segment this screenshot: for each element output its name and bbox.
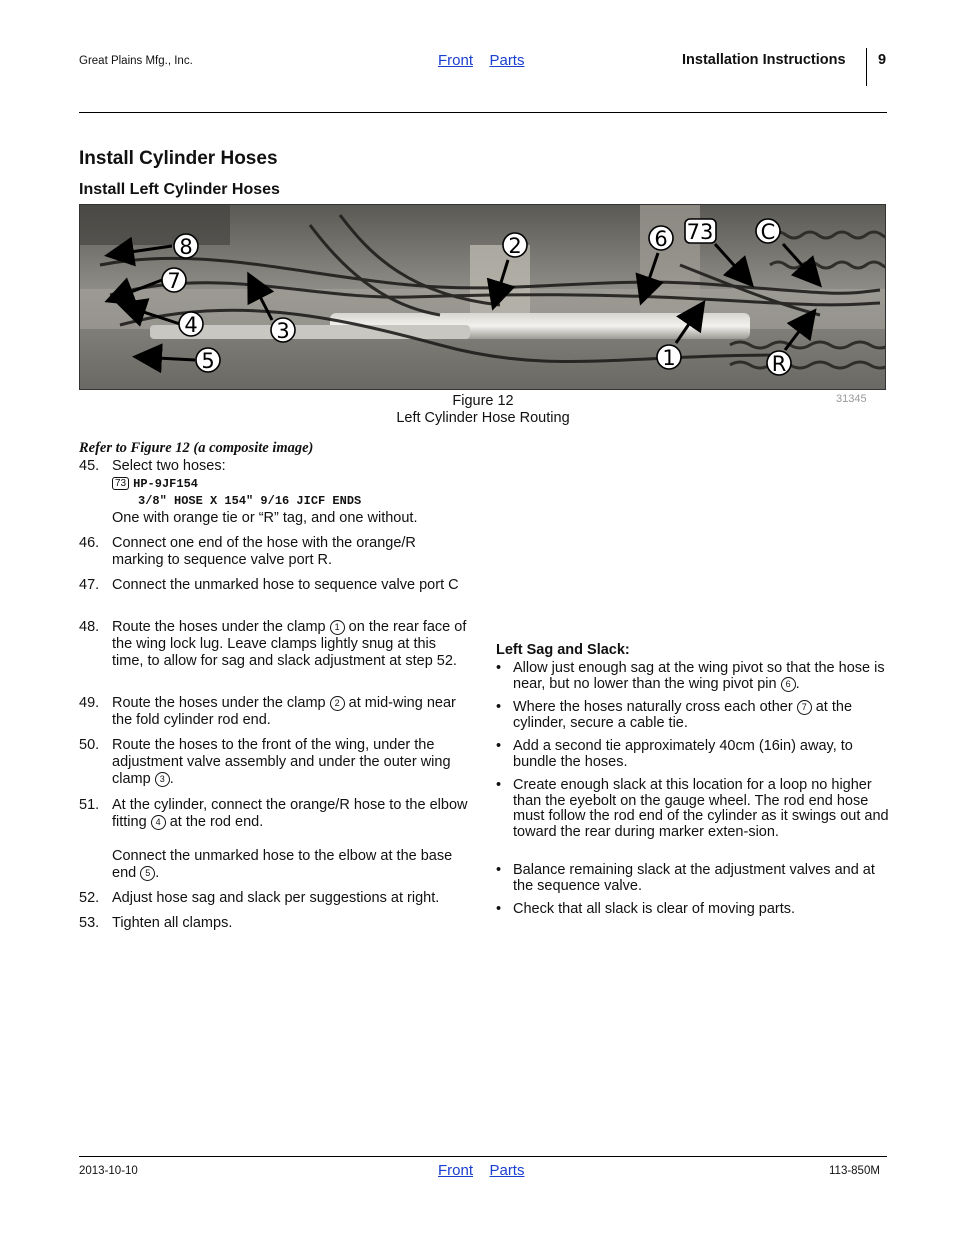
step-number: 52. bbox=[79, 890, 100, 906]
sag-bullet-4: • Create enough slack at this location for a loop no higher than the eyebolt on the gauge wheel. The rod end hose must follow the rod end of the cylinder as it swings out and toward the rear during marker exten-sion. bbox=[496, 777, 889, 840]
svg-text:3: 3 bbox=[276, 319, 290, 343]
callout-c bbox=[756, 219, 780, 244]
ref-5-circle: 5 bbox=[140, 866, 155, 881]
svg-text:7: 7 bbox=[167, 269, 181, 293]
step-text: Route the hoses to the front of the wing, under the adjustment valve assembly and under the outer wing clamp 3 . bbox=[112, 737, 451, 787]
svg-text:6: 6 bbox=[654, 227, 668, 251]
figure-caption-title: Left Cylinder Hose Routing bbox=[396, 410, 570, 426]
step-53 bbox=[79, 915, 471, 932]
step-number: 48. bbox=[79, 619, 100, 635]
step-text: Route the hoses under the clamp 1 on the rear face of the wing lock lug. Leave clamps lightly snug at this time, to allow for sag and slack adjustment at step 52. bbox=[112, 619, 467, 669]
step-number: 47. bbox=[79, 577, 100, 593]
callout-labels bbox=[80, 205, 886, 390]
footer-date: 2013-10-10 bbox=[79, 1165, 138, 1177]
sag-bullet-6: • Check that all slack is clear of moving parts. bbox=[496, 901, 796, 917]
step-46 bbox=[79, 535, 471, 569]
sag-bullet-5: • Balance remaining slack at the adjustment valves and at the sequence valve. bbox=[496, 862, 875, 894]
figure-caption-number: Figure 12 bbox=[452, 393, 514, 409]
subsection-title: Install Left Cylinder Hoses bbox=[79, 181, 280, 198]
parts-link[interactable]: Parts bbox=[489, 1162, 525, 1179]
sag-slack-heading: Left Sag and Slack: bbox=[496, 642, 630, 658]
svg-text:R: R bbox=[771, 352, 787, 376]
step-text: Adjust hose sag and slack per suggestions at right. bbox=[112, 890, 440, 906]
step-48 bbox=[79, 619, 471, 670]
ref-1-circle: 1 bbox=[330, 620, 345, 635]
step-note: One with orange tie or “R” tag, and one without. bbox=[112, 510, 418, 526]
sag-bullet-2: • Where the hoses naturally cross each other 7 at the cylinder, secure a cable tie. bbox=[496, 699, 853, 731]
section-title: Installation Instructions bbox=[682, 52, 846, 68]
step-52 bbox=[79, 890, 471, 907]
parts-link[interactable]: Parts bbox=[489, 52, 525, 69]
step-number: 50. bbox=[79, 737, 100, 753]
ref-3-circle: 3 bbox=[155, 772, 170, 787]
callout-8 bbox=[174, 234, 198, 259]
callout-r bbox=[767, 351, 791, 376]
step-text-continued: Connect the unmarked hose to the elbow at the base end 5 . bbox=[112, 848, 453, 881]
ref-2-circle: 2 bbox=[330, 696, 345, 711]
figure-reference: Refer to Figure 12 (a composite image) bbox=[79, 440, 314, 456]
front-link[interactable]: Front bbox=[438, 52, 474, 69]
ref-7-circle: 7 bbox=[797, 700, 812, 715]
header-nav bbox=[438, 52, 524, 70]
step-number: 53. bbox=[79, 915, 100, 931]
ref-4-circle: 4 bbox=[151, 815, 166, 830]
svg-text:1: 1 bbox=[662, 346, 676, 370]
step-number: 45. bbox=[79, 458, 100, 474]
footer-nav bbox=[438, 1162, 524, 1180]
step-number: 49. bbox=[79, 695, 100, 711]
svg-text:2: 2 bbox=[508, 234, 522, 258]
step-text: Route the hoses under the clamp 2 at mid-wing near the fold cylinder rod end. bbox=[112, 695, 456, 728]
callout-6 bbox=[649, 226, 673, 251]
step-text: Connect one end of the hose with the orange/R marking to sequence valve port R. bbox=[112, 535, 416, 568]
page-number: 9 bbox=[878, 52, 887, 68]
step-49 bbox=[79, 695, 471, 729]
step-number: 51. bbox=[79, 797, 100, 813]
step-text: Tighten all clamps. bbox=[112, 915, 233, 931]
svg-text:8: 8 bbox=[179, 235, 193, 259]
step-50 bbox=[79, 737, 471, 788]
step-text: Select two hoses: bbox=[112, 458, 226, 474]
footer-rule bbox=[79, 1156, 887, 1157]
sag-bullet-1: • Allow just enough sag at the wing pivot so that the hose is near, but no lower than the wing pivot pin 6 . bbox=[496, 660, 885, 692]
svg-text:C: C bbox=[760, 220, 776, 244]
ref-6-circle: 6 bbox=[781, 677, 796, 692]
step-45 bbox=[79, 458, 471, 527]
svg-text:5: 5 bbox=[201, 349, 215, 373]
page-title: Install Cylinder Hoses bbox=[79, 148, 278, 169]
svg-text:73: 73 bbox=[686, 220, 714, 244]
step-text: Connect the unmarked hose to sequence valve port C bbox=[112, 577, 459, 593]
svg-text:4: 4 bbox=[184, 313, 198, 337]
hose-routing-photo bbox=[79, 204, 886, 390]
header-divider bbox=[866, 48, 867, 86]
part-number: HP-9JF154 bbox=[133, 477, 198, 491]
callout-3 bbox=[271, 318, 295, 343]
sag-bullet-3: • Add a second tie approximately 40cm (16in) away, to bundle the hoses. bbox=[496, 738, 853, 770]
figure-image-number: 31345 bbox=[836, 393, 867, 405]
ref-73-badge: 73 bbox=[112, 477, 129, 490]
callout-5 bbox=[196, 348, 220, 373]
callout-7 bbox=[162, 268, 186, 293]
callout-4 bbox=[179, 312, 203, 337]
document-code: 113-850M bbox=[829, 1165, 880, 1177]
callout-73 bbox=[685, 219, 716, 244]
step-51 bbox=[79, 797, 471, 882]
step-47 bbox=[79, 577, 471, 594]
header-rule bbox=[79, 112, 887, 113]
step-text: At the cylinder, connect the orange/R hose to the elbow fitting 4 at the rod end. bbox=[112, 797, 468, 830]
callout-1 bbox=[657, 345, 681, 370]
front-link[interactable]: Front bbox=[438, 1162, 474, 1179]
step-number: 46. bbox=[79, 535, 100, 551]
part-description: 3/8" HOSE X 154" 9/16 JICF ENDS bbox=[138, 494, 362, 508]
company-name: Great Plains Mfg., Inc. bbox=[79, 55, 193, 67]
callout-2 bbox=[503, 233, 527, 258]
